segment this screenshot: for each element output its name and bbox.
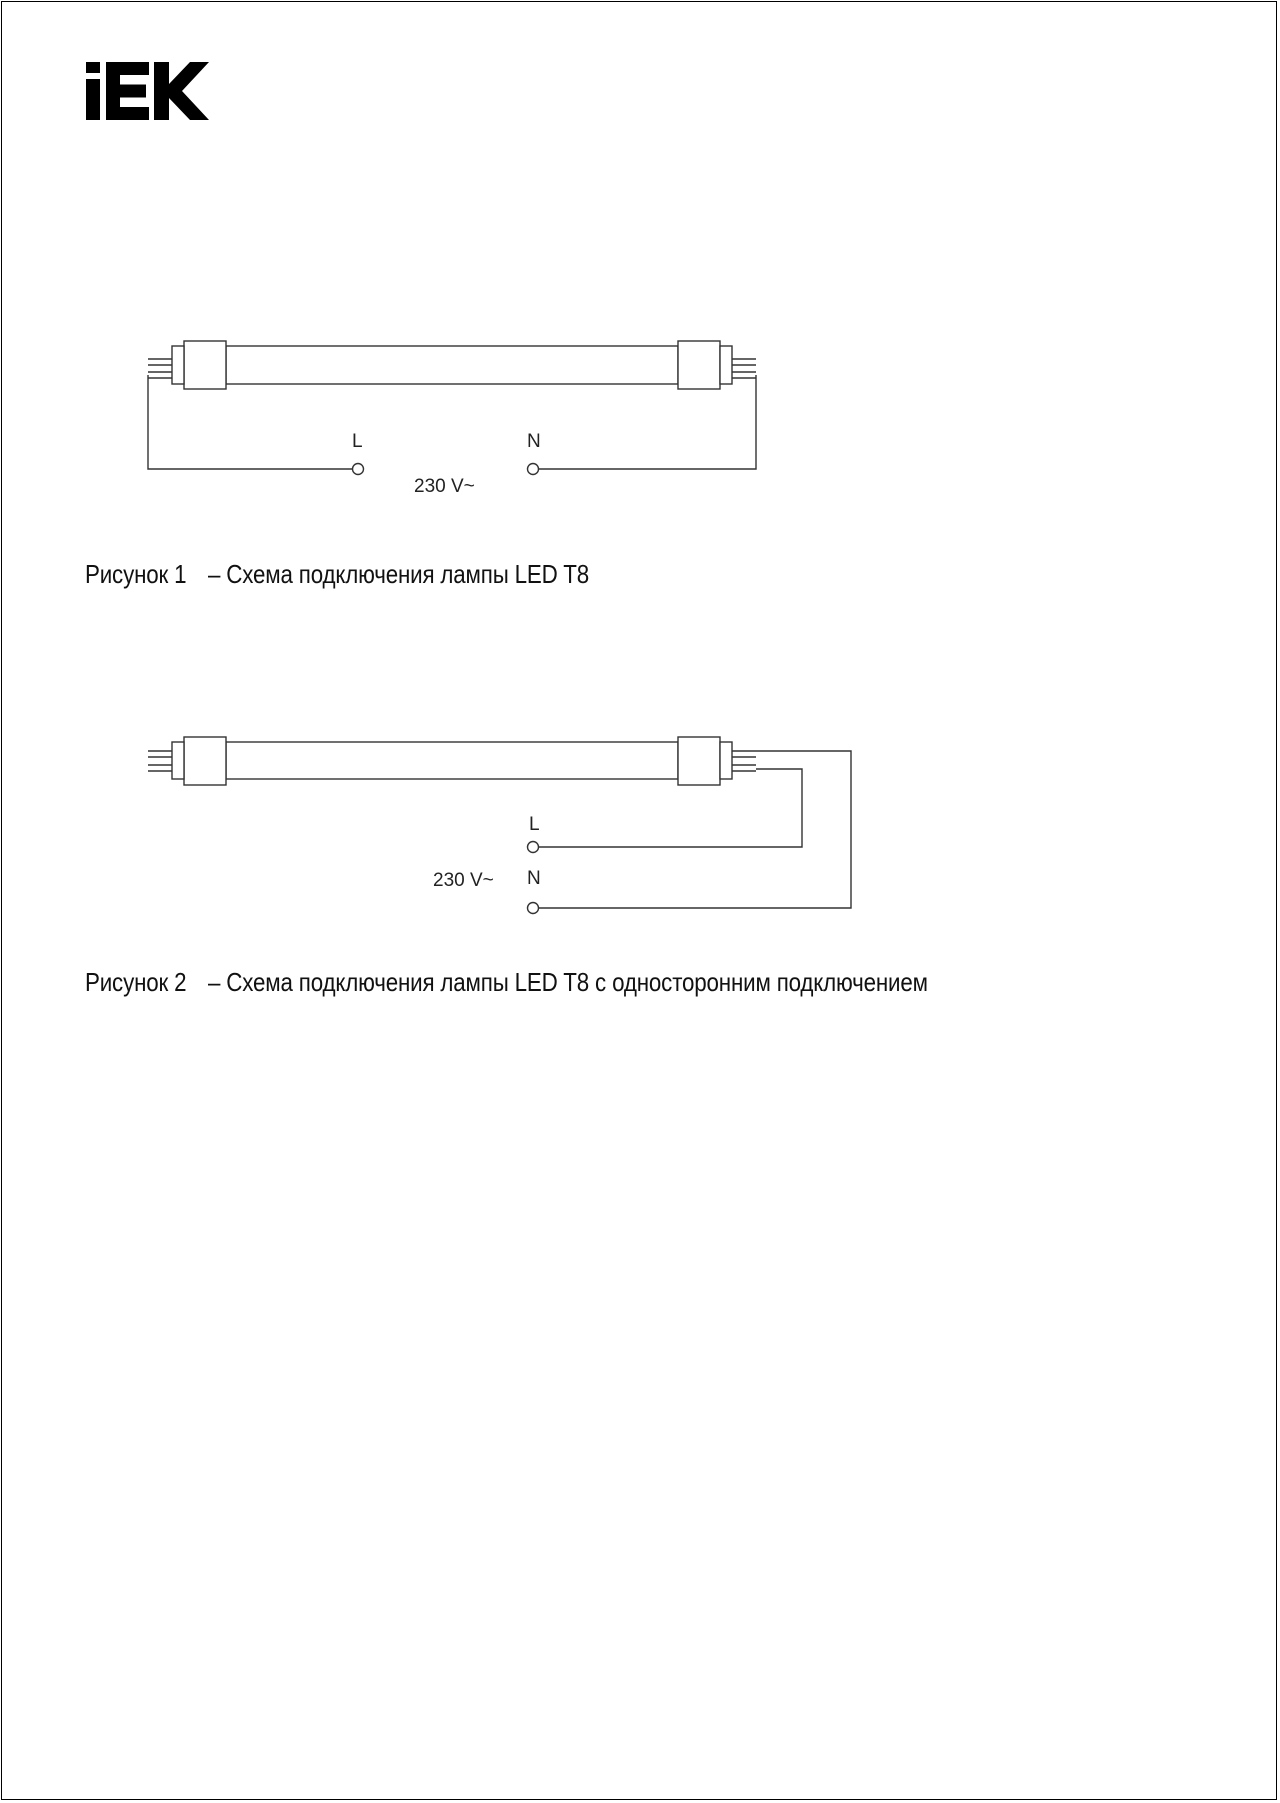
figure1-caption-number: Рисунок 1 [85, 559, 187, 589]
figure1-terminal-n [528, 464, 539, 475]
figure2-terminal-l [528, 842, 539, 853]
figure1-tube [226, 346, 678, 384]
figure1-caption-text: – Схема подключения лампы LED T8 [207, 559, 590, 589]
figure1-wire-n [539, 375, 756, 469]
figure2-label-n: N [527, 868, 541, 889]
figure1-wire-l [148, 375, 352, 469]
figure2-right-cap [678, 737, 720, 785]
figure1-terminal-l [353, 464, 364, 475]
figure2-label-l: L [529, 814, 540, 835]
figure2-terminal-n [528, 903, 539, 914]
figure1-label-l: L [352, 431, 363, 452]
figure1-label-n: N [527, 431, 541, 452]
figure2-caption [85, 967, 928, 998]
figure1-voltage: 230 V~ [414, 476, 475, 497]
figure2-diagram [148, 737, 851, 914]
figure1-caption [85, 559, 589, 590]
figure2-tube [226, 742, 678, 779]
figure1-diagram [148, 341, 756, 475]
figure2-caption-number: Рисунок 2 [85, 967, 187, 997]
figure1-left-cap [184, 341, 226, 389]
figure2-voltage: 230 V~ [433, 870, 494, 891]
figure2-left-cap [184, 737, 226, 785]
figure1-right-cap [678, 341, 720, 389]
figure2-wire-l [539, 769, 802, 847]
figure2-caption-text: – Схема подключения лампы LED T8 с односторонним подключением [207, 967, 928, 997]
